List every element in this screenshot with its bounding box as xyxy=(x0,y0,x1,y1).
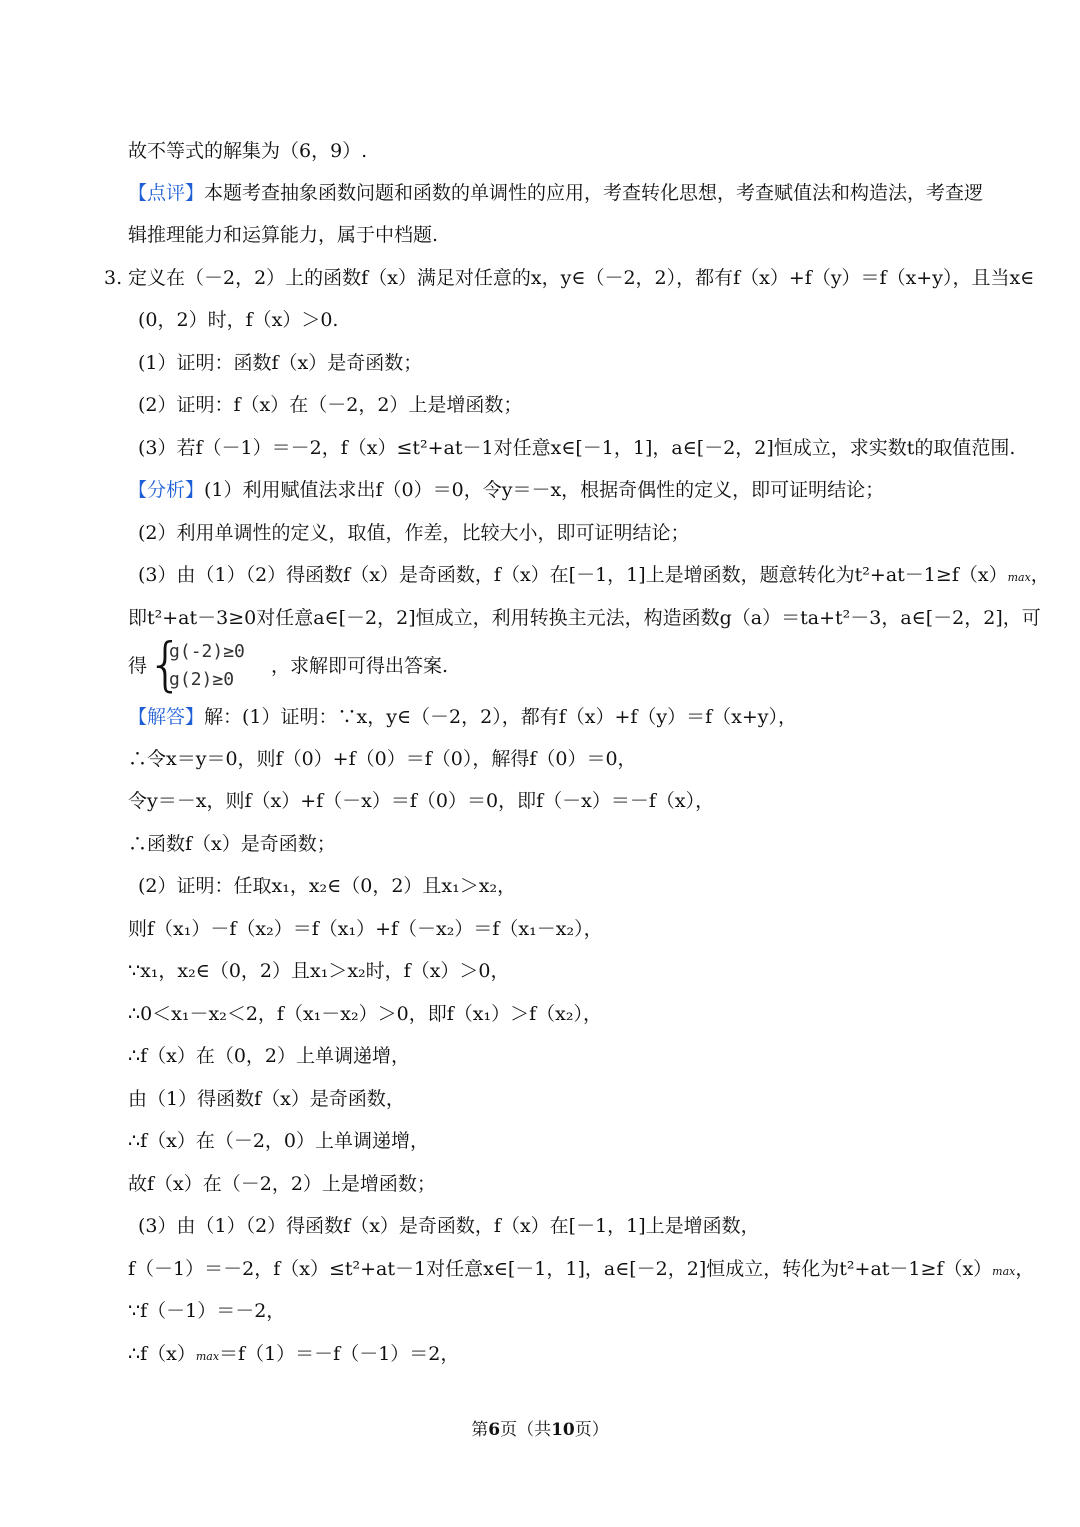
solution-text: ∵f（－1）＝－2， xyxy=(128,1300,286,1322)
punctuation: ， xyxy=(1015,1258,1035,1280)
solution-text: ∴f（x） xyxy=(128,1343,196,1365)
solution-text: ∵x₁，x₂∈（0，2）且x₁＞x₂时，f（x）＞0， xyxy=(128,960,510,982)
question-part: (2）证明：f（x）在（－2，2）上是增函数； xyxy=(138,394,523,416)
comment-tag: 【点评】 xyxy=(128,182,205,204)
page-number: 6 xyxy=(488,1420,501,1440)
solution-text: 解：(1）证明：∵x，y∈（－2，2），都有f（x）+f（y）＝f（x+y）， xyxy=(204,706,798,728)
solution-text: ∴0＜x₁－x₂＜2，f（x₁－x₂）＞0，即f（x₁）＞f（x₂）， xyxy=(128,1003,602,1025)
solution-text: (3）由（1）（2）得函数f（x）是奇函数，f（x）在[－1，1]上是增函数， xyxy=(138,1215,760,1237)
solution-text: ∴令x＝y＝0，则f（0）+f（0）＝f（0），解得f（0）＝0， xyxy=(128,748,637,770)
inequality-system xyxy=(147,630,271,698)
solution-text: ∴f（x）在（－2，0）上单调递增， xyxy=(128,1130,430,1152)
solution-text xyxy=(128,1256,1034,1285)
comment-text: 本题考查抽象函数问题和函数的单调性的应用，考查转化思想，考查赋值法和构造法，考查逻 xyxy=(204,182,984,204)
analysis-text: (3）由（1）（2）得函数f（x）是奇函数，f（x）在[－1，1]上是增函数，题意转化为t²+at－1≥f（x） xyxy=(138,564,1008,586)
solution-text: 由（1）得函数f（x）是奇函数， xyxy=(128,1088,405,1110)
solution-text: 故f（x）在（－2，2）上是增函数； xyxy=(128,1173,436,1195)
subscript: max xyxy=(992,1265,1016,1278)
footer-text: 页（共 xyxy=(500,1420,552,1440)
text: 得 xyxy=(128,655,148,677)
system-row: g(-2)≥0 xyxy=(169,641,245,662)
analysis-line xyxy=(128,477,884,503)
question-text: 定义在（－2，2）上的函数f（x）满足对任意的x，y∈（－2，2），都有f（x）+f（y）＝f（x+y），且当x∈ xyxy=(128,267,1035,289)
solution-text: f（－1）＝－2，f（x）≤t²+at－1对任意x∈[－1，1]，a∈[－2，2]恒成立，转化为t²+at－1≥f（x） xyxy=(128,1258,993,1280)
analysis-text xyxy=(138,562,1050,591)
system-row: g(2)≥0 xyxy=(169,669,235,690)
question-part: (3）若f（－1）＝－2，f（x）≤t²+at－1对任意x∈[－1，1]，a∈[－2，2]恒成立，求实数t的取值范围. xyxy=(138,437,1016,459)
solution-tag: 【解答】 xyxy=(128,706,205,728)
total-pages: 10 xyxy=(551,1420,575,1440)
comment-line xyxy=(128,180,983,206)
brace-system-line xyxy=(128,630,449,698)
analysis-text: (2）利用单调性的定义，取值，作差，比较大小，即可证明结论； xyxy=(138,522,690,544)
text-line: 辑推理能力和运算能力，属于中档题. xyxy=(128,224,439,246)
analysis-tag: 【分析】 xyxy=(128,479,205,501)
subscript: max xyxy=(195,1350,220,1363)
subscript: max xyxy=(1007,571,1031,584)
analysis-text: 即t²+at－3≥0对任意a∈[－2，2]恒成立，利用转换主元法，构造函数g（a）＝ta+t²－3，a∈[－2，2]，可 xyxy=(128,607,1041,629)
question-number: 3. xyxy=(104,267,123,289)
question-text: (0，2）时，f（x）＞0. xyxy=(138,309,339,331)
analysis-text: (1）利用赋值法求出f（0）＝0，令y＝－x，根据奇偶性的定义，即可证明结论； xyxy=(204,479,885,501)
footer-text: 第 xyxy=(471,1420,489,1440)
solution-text: 则f（x₁）－f（x₂）＝f（x₁）+f（－x₂）＝f（x₁－x₂）， xyxy=(128,918,603,940)
left-brace-icon: { xyxy=(147,630,184,698)
punctuation: ， xyxy=(1030,564,1050,586)
text: ，求解即可得出答案. xyxy=(271,655,449,677)
solution-line xyxy=(128,704,797,730)
solution-text: 令y＝－x，则f（x）+f（－x）＝f（0）＝0，即f（－x）＝－f（x）， xyxy=(128,790,715,812)
text-line: 故不等式的解集为（6，9）. xyxy=(128,140,368,162)
solution-text: ∴函数f（x）是奇函数； xyxy=(128,833,336,855)
solution-text: ＝f（1）＝－f（－1）＝2， xyxy=(219,1343,460,1365)
page-footer xyxy=(0,1415,1080,1440)
solution-text: (2）证明：任取x₁，x₂∈（0，2）且x₁＞x₂， xyxy=(138,875,517,897)
footer-text: 页） xyxy=(574,1420,609,1440)
question-part: (1）证明：函数f（x）是奇函数； xyxy=(138,352,423,374)
solution-text: ∴f（x）在（0，2）上单调递增， xyxy=(128,1045,411,1067)
solution-text xyxy=(128,1341,459,1370)
